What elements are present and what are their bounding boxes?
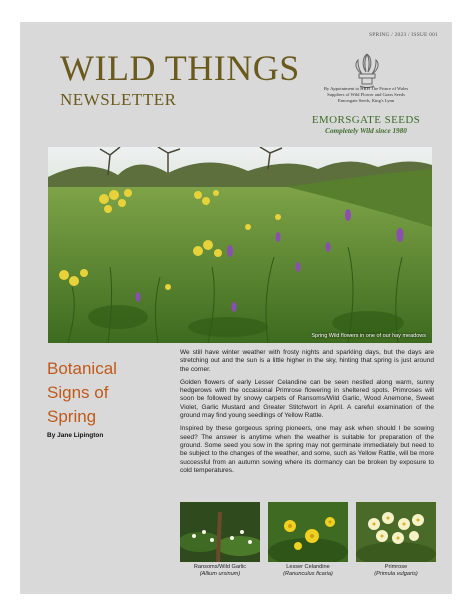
thumbnail-caption — [356, 564, 436, 578]
article-paragraph: Inspired by these gorgeous spring pioneers, one may ask when should I be sowing seed? The answer is anytime when the weather is suitable for preparation of the ground. Some seed you sow in the spring may not germinate immediately but need to be subject to the changes of the weather, and some, such as Yellow Rattle, will be more successful from an autumn sowing where its dormancy can be broken by exposure to cold temperatures. — [180, 425, 434, 474]
newsletter-title: WILD THINGS — [60, 48, 300, 88]
thumbnail-common-name: Lesser Celandine — [286, 564, 330, 570]
warrant-line: By Appointment to HRH The Prince of Wales — [323, 86, 409, 91]
meadow-illustration — [48, 147, 432, 343]
warrant-line: Emorsgate Seeds, King's Lynn — [337, 98, 395, 103]
brand-name: EMORSGATE SEEDS — [311, 114, 421, 126]
thumbnail-primrose — [356, 502, 436, 578]
wild-garlic-photo — [180, 502, 260, 562]
royal-warrant-text — [296, 86, 436, 104]
brand-tagline: Completely Wild since 1980 — [325, 127, 407, 135]
article-title-line: Spring — [47, 407, 97, 426]
prince-of-wales-feathers-icon — [350, 50, 384, 90]
newsletter-subtitle: NEWSLETTER — [60, 90, 177, 109]
thumbnail-wild-garlic — [180, 502, 260, 578]
hero-caption: Spring Wild flowers in one of our hay meadows — [311, 333, 426, 339]
hero-photo-meadow — [48, 147, 432, 343]
thumbnail-caption — [180, 564, 260, 578]
primrose-photo — [356, 502, 436, 562]
article-paragraph: We still have winter weather with frosty nights and sparkling days, but the days are stretching out and the sun is a little higher in the sky, hinting that spring is just around the corner. — [180, 349, 434, 373]
thumbnail-common-name: Ransoms/Wild Garlic — [193, 564, 247, 570]
article-body — [180, 349, 434, 480]
thumbnail-lesser-celandine — [268, 502, 348, 578]
thumbnail-caption — [268, 564, 348, 578]
article-title-line: Signs of — [47, 383, 109, 402]
flower-thumbnails — [180, 502, 436, 584]
thumbnail-common-name: Primrose — [384, 564, 408, 570]
article-paragraph: Golden flowers of early Lesser Celandine can be seen nestled along warm, sunny hedgerows with the occasional Primrose flowering in sheltered spots. Primroses will soon be followed by snowy carpets of Ransoms/Wild Garlic, Wood Anemone, Sweet Violet, Garlic Mustard and Greater Stitchwort in April. A careful examination of the ground may find young seedlings of Yellow Rattle. — [180, 378, 434, 420]
article-title — [47, 357, 167, 429]
article-byline: By Jane Lipington — [47, 432, 104, 439]
issue-line: SPRING / 2023 / ISSUE 001 — [368, 32, 438, 38]
newsletter-page — [20, 22, 452, 594]
warrant-line: Suppliers of Wild Flower and Grass Seeds — [327, 92, 405, 97]
thumbnail-latin-name: (Allium ursinum) — [199, 571, 241, 577]
thumbnail-latin-name: (Primula vulgaris) — [374, 571, 418, 577]
lesser-celandine-photo — [268, 502, 348, 562]
thumbnail-latin-name: (Ranunculus ficaria) — [283, 571, 333, 577]
article-title-line: Botanical — [47, 359, 117, 378]
